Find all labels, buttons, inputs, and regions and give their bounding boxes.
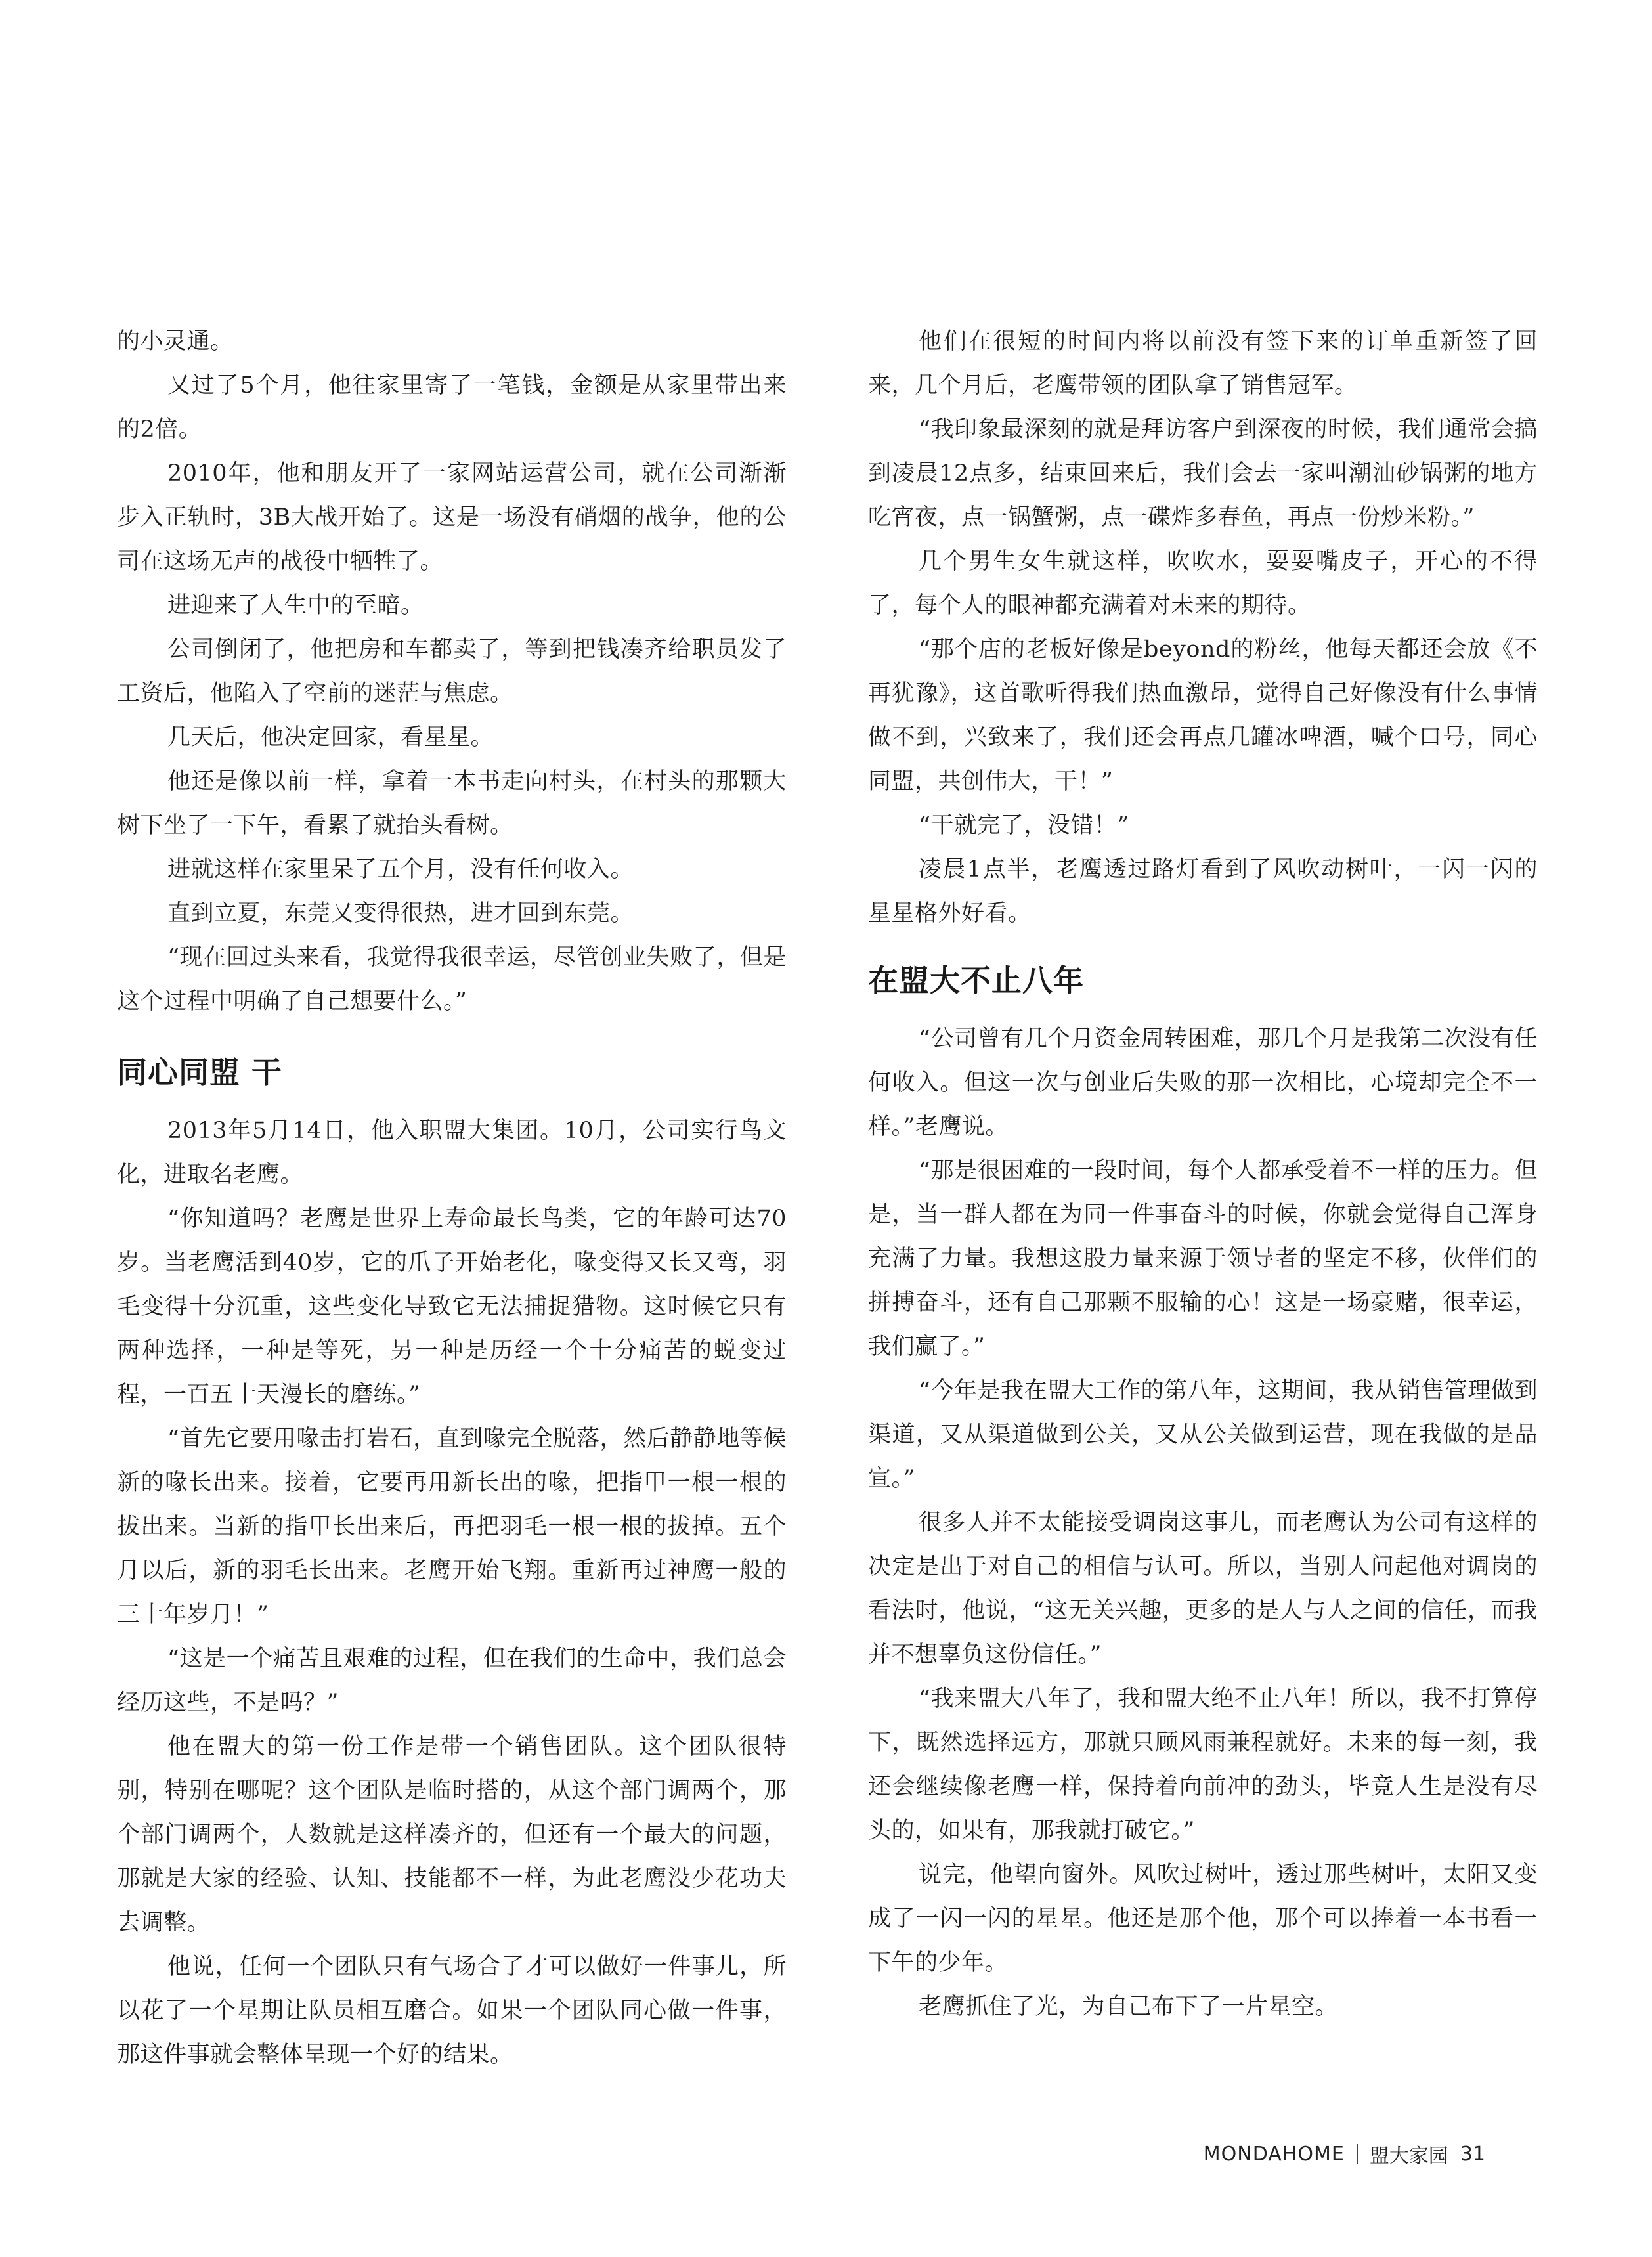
paragraph: “你知道吗？老鹰是世界上寿命最长鸟类，它的年龄可达70岁。当老鹰活到40岁，它的爪子开始老化，喙变得又长又弯，羽毛变得十分沉重，这些变化导致它无法捕捉猎物。这时候它只有两种选择，一种是等死，另一种是历经一个十分痛苦的蜕变过程，一百五十天漫长的磨练。”: [117, 1206, 787, 1408]
right-paragraphs-bottom: [868, 1017, 1538, 2029]
page-number: 31: [1460, 2142, 1485, 2166]
footer-section: 盟大家园: [1369, 2145, 1448, 2168]
right-paragraphs-top: [868, 320, 1538, 936]
paragraph: 他在盟大的第一份工作是带一个销售团队。这个团队很特别，特别在哪呢？这个团队是临时搭的，从这个部门调两个，那个部门调两个，人数就是这样凑齐的，但还有一个最大的问题，那就是大家的经验、认知、技能都不一样，为此老鹰没少花功夫去调整。: [117, 1734, 787, 1936]
left-column: [117, 320, 787, 2077]
paragraph: 进就这样在家里呆了五个月，没有任何收入。: [167, 856, 634, 883]
paragraph: “首先它要用喙击打岩石，直到喙完全脱落，然后静静地等候新的喙长出来。接着，它要再用新长出的喙，把指甲一根一根的拔出来。当新的指甲长出来后，再把羽毛一根一根的拔掉。五个月以后，新的羽毛长出来。老鹰开始飞翔。重新再过神鹰一般的三十年岁月！”: [117, 1426, 787, 1628]
footer-divider: [1357, 2144, 1358, 2164]
paragraph: 凌晨1点半，老鹰透过路灯看到了风吹动树叶，一闪一闪的星星格外好看。: [868, 856, 1538, 927]
section-heading-mengda: 在盟大不止八年: [868, 963, 1084, 998]
paragraph: 又过了5个月，他往家里寄了一笔钱，金额是从家里带出来的2倍。: [117, 372, 787, 443]
paragraph: 他们在很短的时间内将以前没有签下来的订单重新签了回来，几个月后，老鹰带领的团队拿了销售冠军。: [868, 328, 1538, 399]
left-paragraphs-top: [117, 320, 787, 1024]
paragraph: “干就完了，没错！”: [919, 812, 1129, 839]
left-paragraphs-bottom: [117, 1109, 787, 2077]
paragraph: 几个男生女生就这样，吹吹水，耍耍嘴皮子，开心的不得了，每个人的眼神都充满着对未来的期待。: [868, 548, 1538, 619]
paragraph: “公司曾有几个月资金周转困难，那几个月是我第二次没有任何收入。但这一次与创业后失败的那一次相比，心境却完全不一样。”老鹰说。: [868, 1026, 1538, 1140]
paragraph: 说完，他望向窗外。风吹过树叶，透过那些树叶，太阳又变成了一闪一闪的星星。他还是那个他，那个可以捧着一本书看一下午的少年。: [868, 1862, 1538, 1976]
paragraph: “今年是我在盟大工作的第八年，这期间，我从销售管理做到渠道，又从渠道做到公关，又从公关做到运营，现在我做的是品宣。”: [868, 1378, 1538, 1492]
paragraph: 他说，任何一个团队只有气场合了才可以做好一件事儿，所以花了一个星期让队员相互磨合。如果一个团队同心做一件事，那这件事就会整体呈现一个好的结果。: [117, 1954, 787, 2068]
paragraph: “那个店的老板好像是beyond的粉丝，他每天都还会放《不再犹豫》，这首歌听得我们热血激昂，觉得自己好像没有什么事情做不到，兴致来了，我们还会再点几罐冰啤酒，喊个口号，同心同盟，共创伟大，干！”: [868, 636, 1538, 795]
paragraph: “现在回过头来看，我觉得我很幸运，尽管创业失败了，但是这个过程中明确了自己想要什么。”: [117, 944, 787, 1015]
paragraph: “这是一个痛苦且艰难的过程，但在我们的生命中，我们总会经历这些，不是吗？”: [117, 1646, 787, 1716]
footer-brand: MONDAHOME: [1203, 2142, 1345, 2166]
paragraph: “我印象最深刻的就是拜访客户到深夜的时候，我们通常会搞到凌晨12点多，结束回来后，我们会去一家叫潮汕砂锅粥的地方吃宵夜，点一锅蟹粥，点一碟炸多春鱼，再点一份炒米粉。”: [868, 416, 1538, 531]
paragraph: 2010年，他和朋友开了一家网站运营公司，就在公司渐渐步入正轨时，3B大战开始了。这是一场没有硝烟的战争，他的公司在这场无声的战役中牺牲了。: [117, 460, 787, 575]
paragraph: 公司倒闭了，他把房和车都卖了，等到把钱凑齐给职员发了工资后，他陷入了空前的迷茫与焦虑。: [117, 636, 787, 707]
paragraph: 老鹰抓住了光，为自己布下了一片星空。: [919, 1994, 1339, 2020]
page-footer: [1204, 2139, 1485, 2168]
section-heading-tongxin: 同心同盟 干: [117, 1055, 283, 1090]
paragraph: “我来盟大八年了，我和盟大绝不止八年！所以，我不打算停下，既然选择远方，那就只顾风雨兼程就好。未来的每一刻，我还会继续像老鹰一样，保持着向前冲的劲头，毕竟人生是没有尽头的，如果有，那我就打破它。”: [868, 1686, 1538, 1844]
paragraph: 进迎来了人生中的至暗。: [167, 592, 424, 619]
paragraph: 直到立夏，东莞又变得很热，进才回到东莞。: [167, 900, 634, 927]
paragraph: 很多人并不太能接受调岗这事儿，而老鹰认为公司有这样的决定是出于对自己的相信与认可。所以，当别人问起他对调岗的看法时，他说，“这无关兴趣，更多的是人与人之间的信任，而我并不想辜负这份信任。”: [868, 1510, 1538, 1668]
paragraph: 他还是像以前一样，拿着一本书走向村头，在村头的那颗大树下坐了一下午，看累了就抬头看树。: [117, 768, 787, 839]
paragraph: 几天后，他决定回家，看星星。: [167, 724, 494, 751]
paragraph: 的小灵通。: [117, 328, 234, 355]
paragraph: 2013年5月14日，他入职盟大集团。10月，公司实行鸟文化，进取名老鹰。: [117, 1118, 787, 1188]
right-column: [868, 320, 1538, 2029]
paragraph: “那是很困难的一段时间，每个人都承受着不一样的压力。但是，当一群人都在为同一件事奋斗的时候，你就会觉得自己浑身充满了力量。我想这股力量来源于领导者的坚定不移，伙伴们的拼搏奋斗，还有自己那颗不服输的心！这是一场豪赌，很幸运，我们赢了。”: [868, 1158, 1538, 1360]
